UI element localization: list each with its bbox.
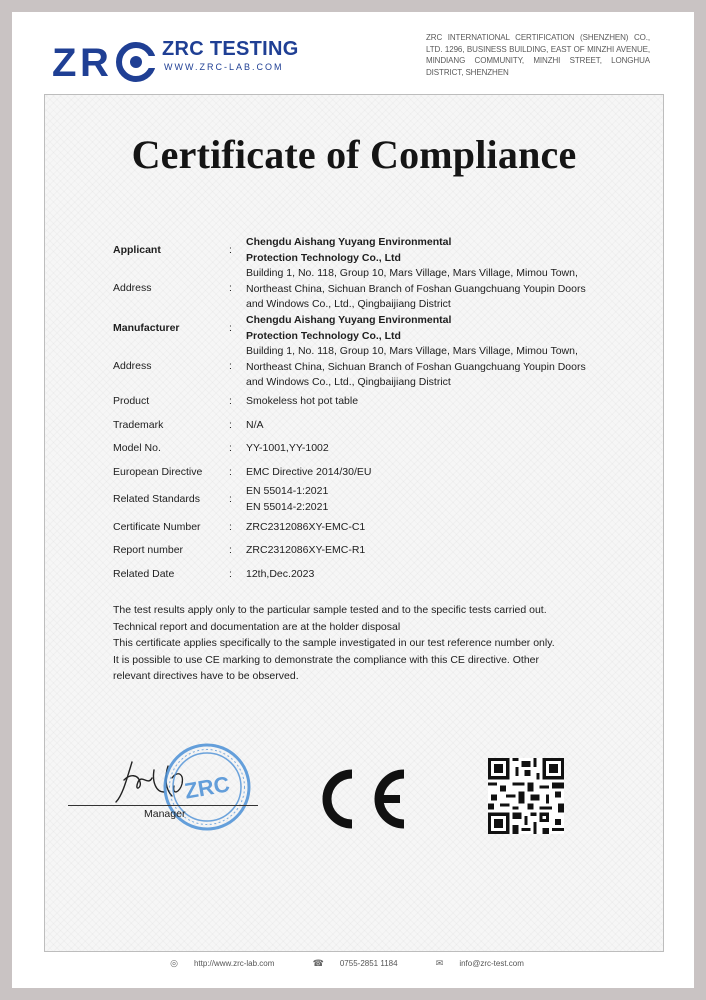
note-line: relevant directives have to be observed.: [113, 670, 299, 682]
colon: :: [229, 442, 232, 454]
standard-item: EN 55014-2:2021: [246, 500, 329, 513]
seal-text: ZRC: [182, 771, 232, 804]
standards-label: Related Standards: [113, 493, 200, 505]
trademark-value: N/A: [246, 419, 264, 431]
manager-label: Manager: [144, 808, 186, 820]
colon: :: [229, 419, 232, 431]
model-value: YY-1001,YY-1002: [246, 442, 329, 454]
footer-email[interactable]: [436, 959, 536, 968]
date-value: 12th,Dec.2023: [246, 568, 315, 580]
phone-text: 0755-2851 1184: [339, 959, 398, 968]
svg-text:Z: Z: [52, 41, 77, 85]
colon: :: [229, 322, 232, 334]
logo-name: ZRC TESTING: [162, 38, 299, 60]
footer-phone: [313, 959, 410, 968]
report-number-label: Report number: [113, 544, 184, 556]
date-label: Related Date: [113, 568, 175, 580]
colon: :: [229, 360, 232, 372]
directive-label: European Directive: [113, 466, 203, 478]
note-line: Technical report and documentation are at the holder disposal: [113, 620, 401, 633]
product-label: Product: [113, 395, 150, 407]
note-line: It is possible to use CE marking to demonstrate the compliance with this CE directive. Other: [113, 653, 540, 666]
signature-line: [68, 805, 258, 806]
colon: :: [229, 282, 232, 294]
address-line: Building 1, No. 118, Group 10, Mars Village, Mars Village, Mimou Town,: [246, 267, 578, 279]
email-text: info@zrc-test.com: [459, 959, 524, 968]
manufacturer-address-value: [246, 344, 646, 391]
manufacturer-line-2: Protection Technology Co., Ltd: [246, 329, 401, 342]
directive-value: EMC Directive 2014/30/EU: [246, 466, 372, 478]
applicant-address-label: Address: [113, 282, 152, 294]
cert-number-label: Certificate Number: [113, 521, 201, 533]
applicant-label: Applicant: [113, 244, 161, 256]
footer-website[interactable]: [170, 959, 286, 968]
cert-number-value: ZRC2312086XY-EMC-C1: [246, 521, 366, 533]
mail-icon: ✉: [435, 958, 444, 968]
globe-icon: ◎: [170, 958, 178, 968]
colon: :: [229, 568, 232, 580]
standard-item: EN 55014-1:2021: [246, 485, 329, 497]
note-line: This certificate applies specifically to the sample investigated in our test reference number only.: [113, 637, 555, 649]
certificate-title: Certificate of Compliance: [131, 132, 577, 177]
address-line: Northeast China, Sichuan Branch of Foshan Guangchuang Youpin Doors: [246, 282, 586, 295]
certificate-page: [12, 12, 694, 988]
qr-code-icon: [488, 758, 564, 834]
colon: :: [229, 244, 232, 256]
manufacturer-value: [246, 313, 646, 344]
colon: :: [229, 466, 232, 478]
colon: :: [229, 395, 232, 407]
applicant-line-2: Protection Technology Co., Ltd: [246, 251, 401, 264]
website-text: http://www.zrc-lab.com: [193, 959, 275, 968]
address-line: Northeast China, Sichuan Branch of Foshan Guangchuang Youpin Doors: [246, 360, 586, 373]
colon: :: [229, 544, 232, 556]
address-line: and Windows Co., Ltd., Qingbaijiang District: [246, 298, 451, 310]
applicant-line-1: Chengdu Aishang Yuyang Environmental: [246, 236, 452, 248]
manufacturer-line-1: Chengdu Aishang Yuyang Environmental: [246, 314, 452, 326]
phone-icon: ☎: [312, 958, 324, 968]
report-number-value: ZRC2312086XY-EMC-R1: [246, 544, 366, 556]
applicant-address-value: [246, 266, 646, 313]
ce-mark-icon: [312, 766, 412, 832]
product-value: Smokeless hot pot table: [246, 395, 359, 407]
svg-text:R: R: [80, 41, 109, 85]
footer: [12, 958, 694, 969]
address-line: and Windows Co., Ltd., Qingbaijiang District: [246, 376, 451, 388]
applicant-value: [246, 235, 646, 266]
manufacturer-address-label: Address: [113, 360, 152, 372]
model-label: Model No.: [113, 442, 161, 454]
notes: [113, 602, 613, 685]
address-line: Building 1, No. 118, Group 10, Mars Village, Mars Village, Mimou Town,: [246, 345, 578, 357]
trademark-label: Trademark: [113, 419, 164, 431]
manufacturer-label: Manufacturer: [113, 322, 180, 334]
company-address: ZRC INTERNATIONAL CERTIFICATION (SHENZHEN) CO., LTD. 1296, BUSINESS BUILDING, EAST OF MINZHI AVENUE, MINDIANG COMMUNITY, MINZHI STREET, LONGHUA DISTRICT, SHENZHEN: [426, 33, 650, 77]
note-line: The test results apply only to the particular sample tested and to the specific tests carried out.: [113, 604, 547, 616]
colon: :: [229, 521, 232, 533]
colon: :: [229, 493, 232, 505]
standards-value: [246, 484, 646, 515]
logo-url: WWW.ZRC-LAB.COM: [164, 62, 284, 72]
